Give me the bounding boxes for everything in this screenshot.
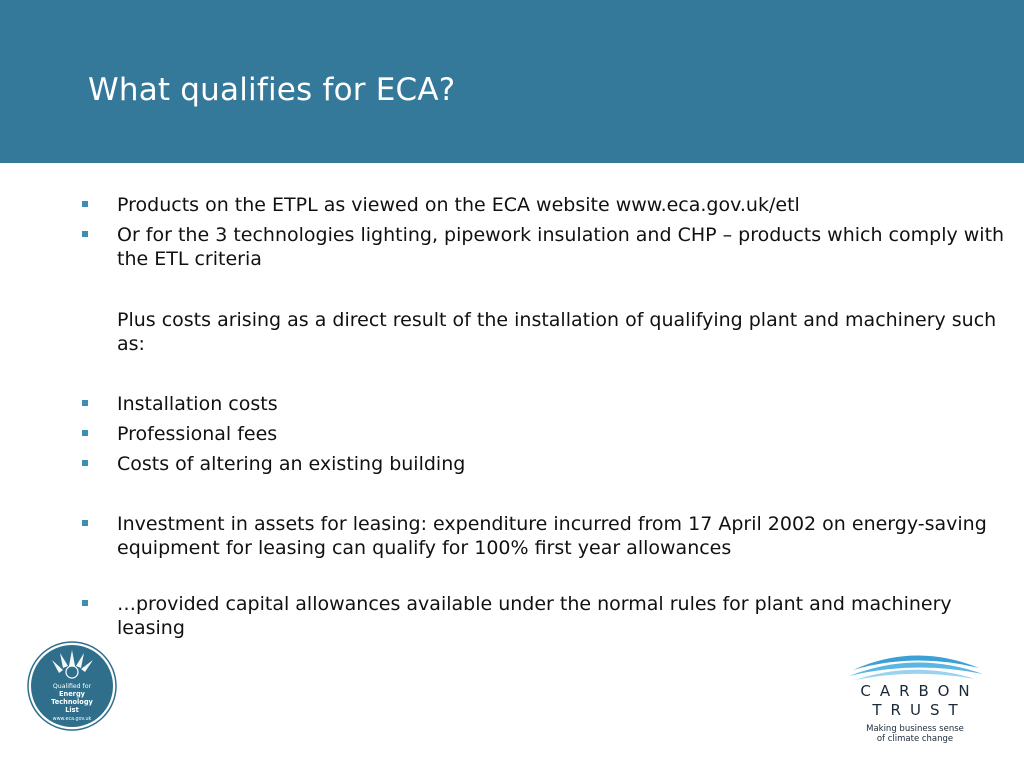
list-item [117, 592, 1007, 640]
bullet-square-icon [82, 520, 88, 526]
list-item-text: Installation costs [117, 393, 278, 415]
list-item-text: Professional fees [117, 423, 278, 445]
bullet-square-icon [82, 201, 88, 207]
badge-line3: Technology [51, 698, 93, 706]
logo-tagline-line1: Making business sense [866, 724, 964, 734]
bullet-square-icon [82, 400, 88, 406]
badge-line4: List [65, 706, 79, 714]
list-item [117, 193, 1007, 217]
bullet-square-icon [82, 430, 88, 436]
logo-tagline-line2: of climate change [876, 734, 954, 744]
slide-title: What qualifies for ECA? [88, 72, 456, 108]
bullet-square-icon [82, 231, 88, 237]
list-item-text: Or for the 3 technologies lighting, pipework insulation and CHP – products which comply with the ETL criteria [117, 224, 1005, 270]
badge-url: www.eca.gov.uk [52, 717, 92, 722]
list-item-text: …provided capital allowances available under the normal rules for plant and machinery leasing [117, 593, 952, 639]
badge-line2: Energy [59, 690, 85, 698]
paragraph-text: Plus costs arising as a direct result of the installation of qualifying plant and machinery such as: [117, 309, 997, 355]
logo-tagline [845, 724, 985, 744]
badge-line1: Qualified for [52, 683, 92, 690]
etl-badge-icon [27, 640, 117, 732]
wave-logo-icon [845, 648, 985, 682]
carbon-trust-logo [845, 648, 985, 748]
list-item [117, 422, 1007, 446]
paragraph [117, 308, 1007, 356]
bullet-square-icon [82, 600, 88, 606]
etl-badge [27, 640, 117, 732]
list-item-text: Costs of altering an existing building [117, 453, 466, 475]
list-item [117, 223, 1007, 271]
bullet-square-icon [82, 460, 88, 466]
list-item [117, 452, 1007, 476]
list-item [117, 512, 1007, 560]
logo-word-trust: TRUST [872, 701, 967, 719]
logo-word-carbon: CARBON [860, 682, 979, 700]
list-item [117, 392, 1007, 416]
list-item-text: Products on the ETPL as viewed on the ECA website www.eca.gov.uk/etl [117, 194, 800, 216]
list-item-text: Investment in assets for leasing: expenditure incurred from 17 April 2002 on energy-saving equipment for leasing can qualify for 100% first year allowances [117, 513, 987, 559]
